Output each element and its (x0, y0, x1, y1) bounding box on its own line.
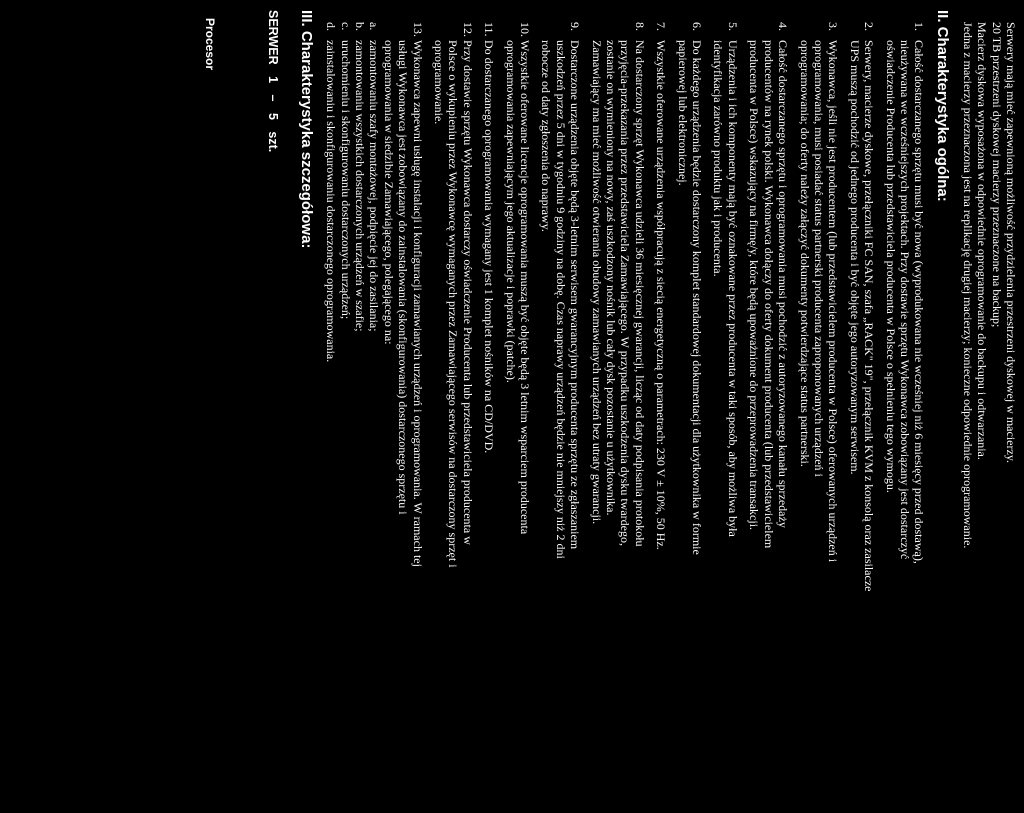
subitem-letter: a. (367, 22, 382, 31)
requirement-line (396, 10, 410, 813)
requirement-text: oprogramowania zapewniającym jego aktualizacje i poprawki (patche). (503, 40, 518, 383)
requirement-line (654, 10, 668, 813)
requirement-text: robocze od daty zgłoszenia do naprawy. (539, 40, 554, 232)
requirement-line (446, 10, 460, 813)
requirement-text: Do każdego urządzenia będzie dostarczony komplet standardowej dokumentacji dla użytkownika w formie (690, 40, 705, 555)
requirement-text: Całość dostarczanego sprzętu i oprogramowania musi pochodzić z autoryzowanego kanału sprzedaży (776, 40, 791, 528)
requirement-line (847, 10, 861, 813)
requirement-line (912, 10, 926, 813)
section-3-title: III. Charakterystyka szczegółowa: (297, 10, 315, 249)
item-spacer (668, 10, 675, 813)
requirement-text: zostanie on wymieniony na nowy, zaś uszkodzony nośnik lub cały dysk pozostanie u użytkownika. (604, 40, 619, 516)
installation-subitem (353, 10, 367, 813)
requirement-text: Wykonawca, jeśli nie jest producentem (lub przedstawicielem producenta w Polsce) oferowanych urządzeń i (826, 40, 841, 563)
requirement-text: oprogramowania w siedzibie Zamawiającego, polegającego na: (381, 40, 396, 345)
installation-subitem (338, 10, 352, 813)
subitem-text: uruchomieniu i skonfigurowaniu dostarczonych urządzeń; (338, 40, 353, 320)
requirement-text: identyfikacja zarówno produktu jak i producenta. (711, 40, 726, 277)
requirement-line (675, 10, 689, 813)
requirement-number: 1. (912, 22, 927, 31)
intro-line: 20 TB przestrzeni dyskowej macierzy przeznaczone na backup; (989, 22, 1004, 328)
requirement-text: Wszystkie oferowane urządzenia współpracują z siecią energetyczną o parametrach: 230 V ± 10%, 50 Hz. (654, 40, 669, 550)
requirement-text: Całość dostarczanego sprzętu musi być nowa (wyprodukowana nie wcześniej niż 6 miesięcy przed dostawą), (912, 40, 927, 564)
requirement-text: oprogramowania, musi posiadać status partnerski producenta zaproponowanych urządzeń i (811, 40, 826, 477)
parameter-label-processor: Procesor (203, 18, 218, 71)
requirement-line (761, 10, 775, 813)
requirement-line (460, 10, 474, 813)
item-spacer (740, 10, 747, 813)
requirement-number: 11. (482, 22, 497, 37)
requirement-line (883, 10, 897, 813)
requirement-number: 9. (568, 22, 583, 31)
section-2-title: II. Charakterystyka ogólna: (934, 10, 952, 202)
item-spacer (582, 10, 589, 813)
requirement-text: Serwery, macierze dyskowe, przełączniki FC SAN, szafa „RACK" 19", przełącznik KVM z konsolą oraz zasilacze (862, 40, 877, 592)
item-spacer (704, 10, 711, 813)
requirement-text: oprogramowanie. (432, 40, 446, 125)
requirement-line (410, 10, 424, 813)
requirement-line (632, 10, 646, 813)
requirement-number: 3. (826, 22, 841, 31)
item-spacer (496, 10, 503, 813)
requirement-number: 4. (776, 22, 791, 31)
requirement-number: 7. (654, 22, 669, 31)
item-spacer (647, 10, 654, 813)
subitem-text: zainstalowaniu i skonfigurowaniu dostarczonego oprogramowania. (324, 40, 339, 363)
subitem-letter: d. (324, 22, 339, 31)
requirement-line (589, 10, 603, 813)
requirement-text: Przy dostawie sprzętu Wykonawca dostarczy oświadczenie Producenta lub przedstawiciela producenta w (460, 40, 475, 545)
requirement-text: Dostarczone urządzenia objęte będą 3-letnim serwisem gwarancyjnym producenta sprzętu ze zgłaszaniem (568, 40, 583, 550)
requirement-text: producentów na rynek polski. Wykonawca dołączy do oferty dokument producenta (lub przedstawicielem (761, 40, 776, 549)
requirement-text: oświadczenie Producenta lub przedstawiciela producenta w Polsce o spełnieniu tego wymogu. (883, 40, 898, 493)
requirement-number: 10. (518, 22, 533, 37)
requirement-line (381, 10, 395, 813)
requirement-line (726, 10, 740, 813)
requirement-line (539, 10, 553, 813)
requirement-text: nieużywana we wcześniejszych projektach. Przy dostawie sprzętu Wykonawca zobowiązany jest dostarczyć (897, 40, 912, 560)
requirement-line (690, 10, 704, 813)
requirement-number: 13. (410, 22, 425, 37)
installation-subitem (367, 10, 381, 813)
device-heading (265, 10, 279, 813)
item-spacer (475, 10, 482, 813)
requirement-line (711, 10, 725, 813)
subitem-letter: c. (338, 22, 353, 31)
requirement-number: 12. (460, 22, 475, 37)
requirement-line (812, 10, 826, 813)
requirement-line (482, 10, 496, 813)
intro-paragraph (960, 10, 1018, 813)
requirement-text: Urządzenia i ich komponenty mają być oznakowane przez producenta w taki sposób, aby możliwa była (725, 40, 740, 537)
item-spacer (532, 10, 539, 813)
requirement-text: Zamawiający ma mieć możliwość otwierania obudowy zamawianych urządzeń bez utraty gwarancji. (589, 40, 604, 525)
requirement-line (604, 10, 618, 813)
requirement-line (618, 10, 632, 813)
requirement-number: 6. (690, 22, 705, 31)
item-spacer (840, 10, 847, 813)
requirement-text: usługi Wykonawca jest zobowiązany do zainstalowania (skonfigurowania) dostarczonego sprzętu i (396, 40, 411, 515)
device-name: SERWER (265, 10, 280, 65)
requirement-line (826, 10, 840, 813)
requirement-line (776, 10, 790, 813)
requirement-line (568, 10, 582, 813)
requirement-line (797, 10, 811, 813)
requirement-text: Do dostarczanego oprogramowania wymagany jest 1 komplet nośników na CD/DVD. (482, 40, 497, 454)
requirement-line (518, 10, 532, 813)
requirement-number: 8. (632, 22, 647, 31)
requirement-number: 5. (725, 22, 740, 31)
requirement-text: Na dostarczony sprzęt Wykonawca udzieli 36 miesięcznej gwarancji, licząc od daty podpisania protokołu (632, 40, 647, 547)
intro-line: Jedna z macierzy przeznaczona jest na replikację drugiej macierzy; konieczne odpowiednie oprogramowanie. (960, 22, 975, 549)
requirement-line (862, 10, 876, 813)
installation-subitem (324, 10, 338, 813)
item-spacer (425, 10, 432, 813)
requirement-text: papierowej lub elektronicznej. (675, 40, 690, 186)
requirement-text: uszkodzeń przez 5 dni w tygodniu 9 godziny na dobę. Czas naprawy urządzeń będzie nie mniejszy niż 2 dni (553, 40, 568, 559)
requirement-text: producenta w Polsce) wskazujący na firmę/y, które będą upoważnione do przeprowadzenia transakcji. (747, 40, 762, 531)
requirement-text: przyjęcia-przekazania przez przedstawiciela Zamawiającego. W przypadku uszkodzenia dysku twardego, (618, 40, 633, 546)
requirement-text: oprogramowania; do oferty należy załączyć dokumenty potwierdzające status partnerski. (797, 40, 812, 467)
device-quantity: 1 – 5 szt. (265, 76, 280, 153)
requirement-text: Wszystkie oferowane licencje oprogramowania muszą być objęte będą 3 letnim wsparciem producenta (518, 40, 533, 535)
subitem-letter: b. (352, 22, 367, 31)
requirement-line (747, 10, 761, 813)
subitem-text: zamontowaniu wszystkich dostarczonych urządzeń w szafie; (352, 40, 367, 332)
requirement-line (432, 10, 446, 813)
intro-line: Serwery mają mieć zapewnioną możliwość przydzielenia przestrzeni dyskowej w macierzy. (1004, 22, 1018, 464)
requirement-text: Wykonawca zapewni usługę instalacji i konfiguracji zamawianych urządzeń i oprogramowania. W ramach tej (410, 40, 425, 567)
installation-subitems-list (324, 10, 382, 813)
item-spacer (876, 10, 883, 813)
requirement-text: UPS muszą pochodzić od jednego producenta i być objęte jego autoryzowanym serwisem. (847, 40, 862, 475)
requirement-line (553, 10, 567, 813)
subitem-text: zamontowaniu szafy montażowej, podpięcie jej do zasilania; (367, 40, 382, 332)
requirement-text: Polsce o wykupieniu przez Wykonawcę wymaganych przez Zamawiającego serwisów na dostarczony sprzęt i (446, 40, 461, 568)
requirement-line (503, 10, 517, 813)
requirement-line (898, 10, 912, 813)
intro-line: Macierz dyskowa wyposażona w odpowiednie oprogramowanie do backupu i odtwarzania. (975, 22, 990, 460)
general-requirements-list (381, 10, 926, 813)
item-spacer (790, 10, 797, 813)
requirement-number: 2. (862, 22, 877, 31)
